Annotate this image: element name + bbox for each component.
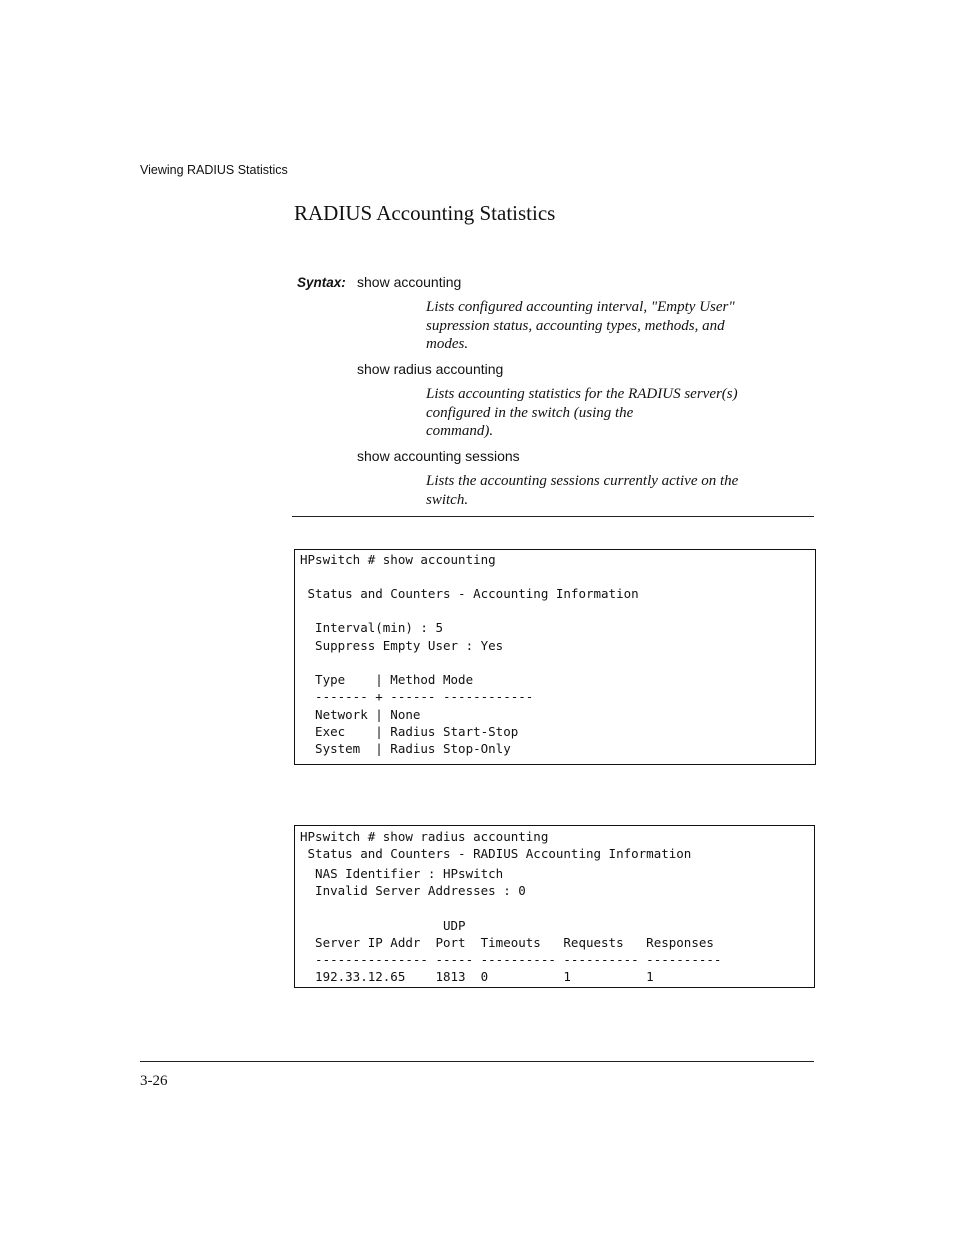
footer-divider xyxy=(140,1061,814,1062)
terminal-line: Status and Counters - Accounting Information xyxy=(300,586,639,601)
running-header: Viewing RADIUS Statistics xyxy=(140,163,288,177)
syntax-divider xyxy=(292,516,814,517)
terminal-line: Type | Method Mode xyxy=(300,672,474,687)
terminal-line: HPswitch # show accounting xyxy=(300,552,496,567)
terminal-line: Interval(min) : 5 xyxy=(300,620,443,635)
terminal-line: Status and Counters - RADIUS Accounting Information xyxy=(300,846,692,861)
terminal-line: Suppress Empty User : Yes xyxy=(300,638,504,653)
description-show-accounting-sessions: Lists the accounting sessions currently active on the switch. xyxy=(426,473,739,508)
terminal-line: HPswitch # show radius accounting xyxy=(300,829,549,844)
terminal-show-accounting xyxy=(294,549,816,765)
description-show-accounting: Lists configured accounting interval, "Empty User" supression status, accounting types, methods, and modes. xyxy=(426,299,735,353)
syntax-label: Syntax: xyxy=(297,275,346,290)
terminal-line: --------------- ----- ---------- ---------- ---------- xyxy=(300,952,722,967)
terminal-line: Network | None xyxy=(300,707,421,722)
command-show-accounting: show accounting xyxy=(357,274,462,290)
page-number: 3-26 xyxy=(140,1073,168,1089)
command-show-accounting-sessions: show accounting sessions xyxy=(357,448,520,464)
terminal-show-radius-accounting xyxy=(294,825,815,988)
section-title: RADIUS Accounting Statistics xyxy=(294,201,556,225)
command-show-radius-accounting: show radius accounting xyxy=(357,361,504,377)
terminal-line: Exec | Radius Start-Stop xyxy=(300,724,519,739)
terminal-line: Invalid Server Addresses : 0 xyxy=(300,883,526,898)
terminal-line: ------- + ------ ------------ xyxy=(300,689,534,704)
terminal-line: NAS Identifier : HPswitch xyxy=(300,866,504,881)
terminal-line: Server IP Addr Port Timeouts Requests Responses xyxy=(300,935,714,950)
description-show-radius-accounting: Lists accounting statistics for the RADIUS server(s) configured in the switch (using the command). xyxy=(426,386,738,440)
terminal-line: System | Radius Stop-Only xyxy=(300,741,511,756)
terminal-line: UDP xyxy=(300,918,466,933)
terminal-line: 192.33.12.65 1813 0 1 1 xyxy=(300,969,654,984)
